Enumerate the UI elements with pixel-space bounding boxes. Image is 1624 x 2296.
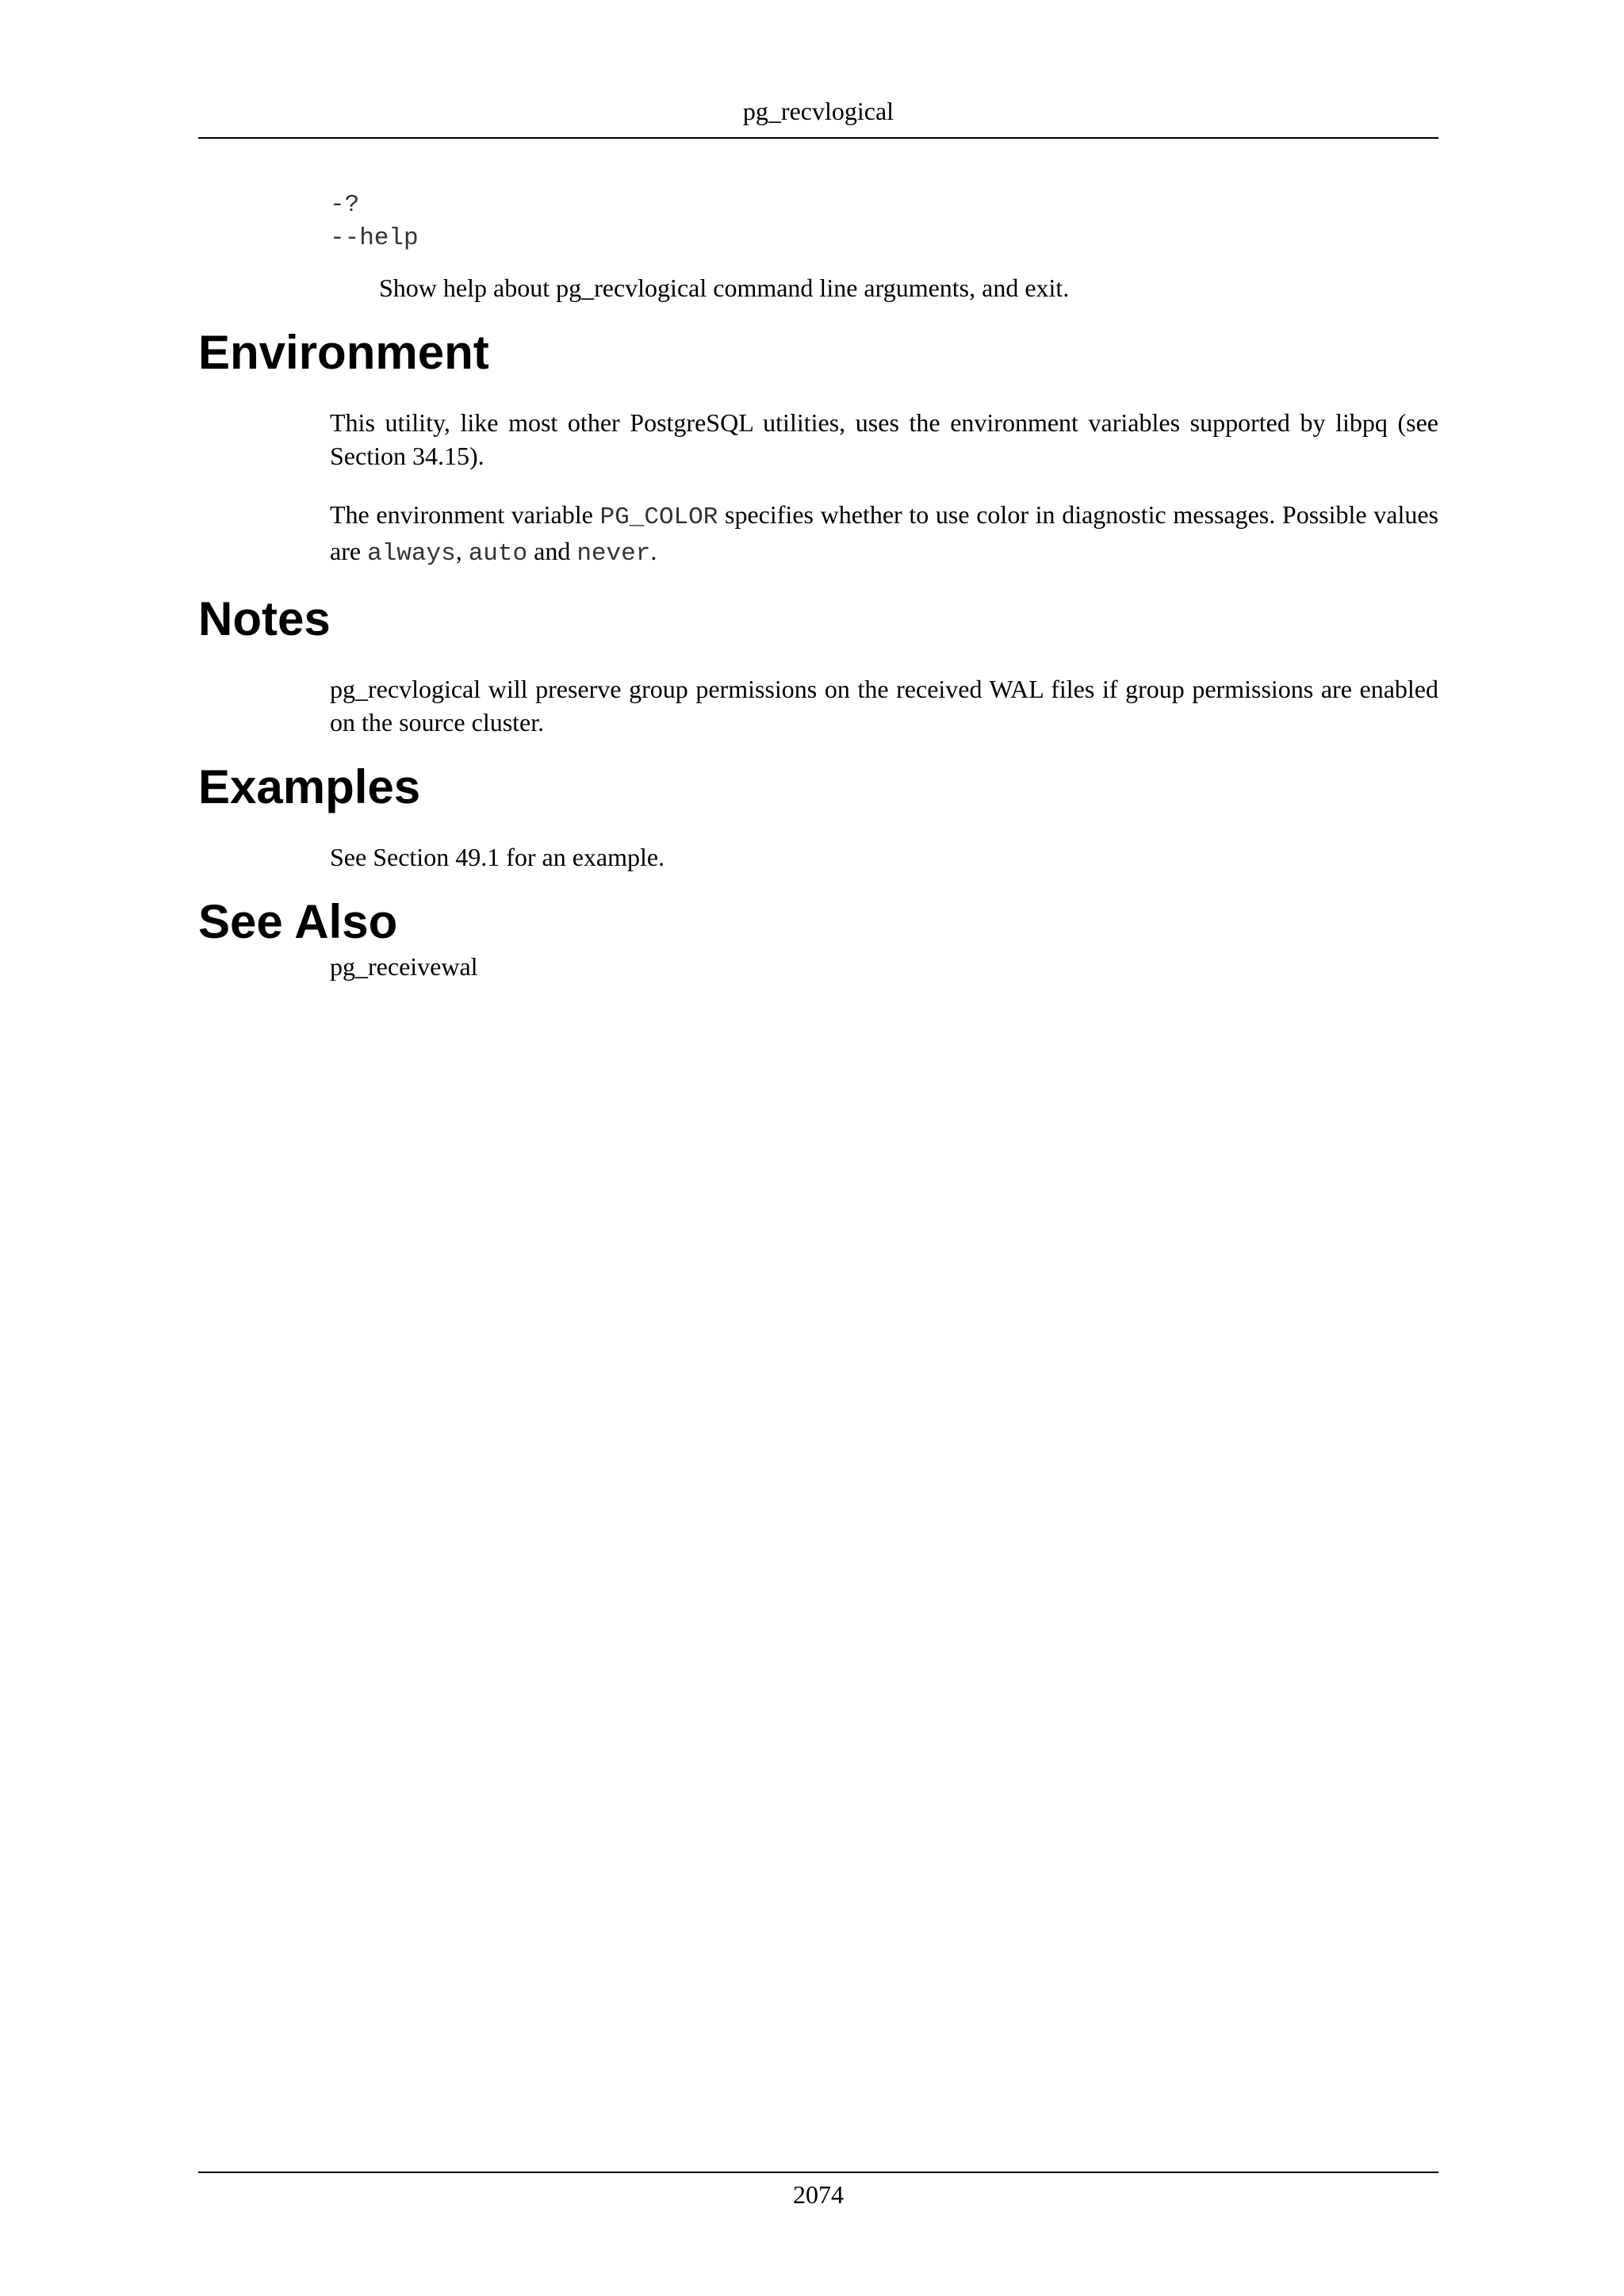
section-heading-see-also: See Also (198, 895, 398, 948)
option-description: Show help about pg_recvlogical command line arguments, and exit. (379, 274, 1070, 302)
page-content (198, 189, 1438, 983)
option-term-short: -? (330, 191, 360, 219)
notes-paragraph: pg_recvlogical will preserve group permissions on the received WAL files if group permissions are enabled on the source cluster. (330, 675, 1438, 737)
env-text-3: , (455, 537, 469, 565)
footer-rule (198, 2172, 1438, 2173)
running-header: pg_recvlogical (742, 97, 894, 125)
env-text-2: specifies whether to use color in diagnostic messages. Possible values are (330, 500, 1439, 565)
section-heading-notes: Notes (198, 592, 331, 645)
option-term-long: --help (330, 224, 419, 252)
env-value-auto: auto (468, 540, 528, 568)
env-var-pg-color: PG_COLOR (599, 503, 718, 531)
env-value-always: always (367, 540, 456, 568)
examples-paragraph: See Section 49.1 for an example. (330, 843, 665, 871)
environment-paragraph-1: This utility, like most other PostgreSQL utilities, uses the environment variables supported by libpq (see Section 34.15). (330, 408, 1438, 470)
env-text-4: and (527, 537, 577, 565)
environment-paragraph-2 (330, 498, 1438, 571)
env-text-1: The environment variable (330, 500, 600, 529)
env-text-5: . (650, 537, 657, 565)
section-heading-environment: Environment (198, 326, 489, 379)
header-rule (198, 137, 1438, 139)
section-heading-examples: Examples (198, 760, 421, 813)
page-number: 2074 (793, 2180, 844, 2209)
see-also-link-pg-receivewal[interactable]: pg_receivewal (330, 952, 478, 981)
env-value-never: never (576, 540, 651, 568)
